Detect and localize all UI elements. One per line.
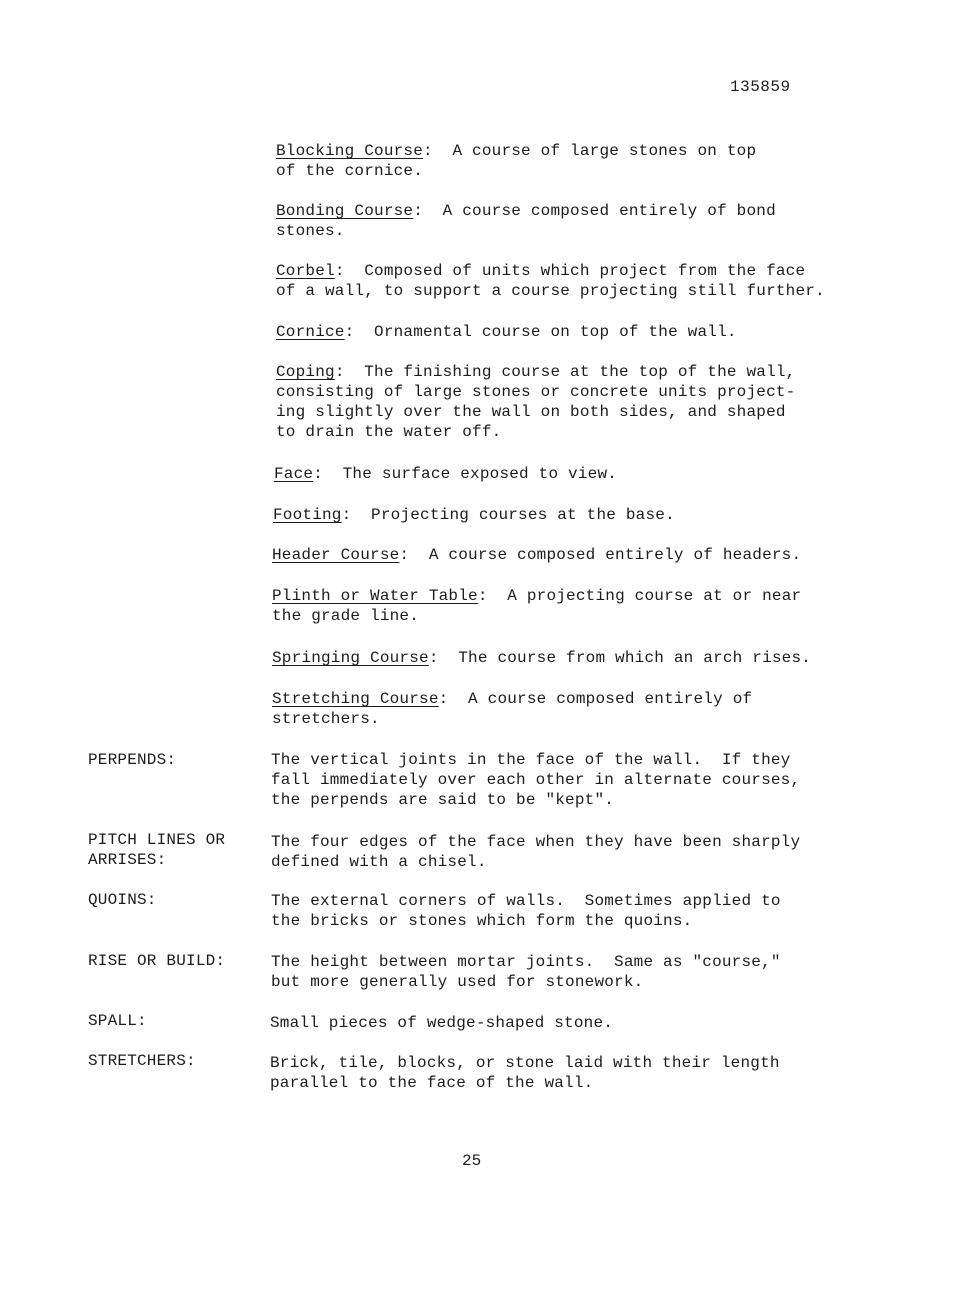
definition-header-course: A course composed entirely of headers. xyxy=(428,546,802,564)
term-face: Face xyxy=(274,465,314,483)
entry-springing-course: Springing Course: The course from which an arch rises. xyxy=(272,649,812,667)
term-springing-course: Springing Course xyxy=(272,649,429,667)
term-stretchers: STRETCHERS: xyxy=(88,1052,196,1070)
definition-coping: The finishing course at the top of the wall, consisting of large stones or concrete units project- ing slightly over the wall on both sides, and shaped to drain the water off. xyxy=(276,363,796,441)
term-footing: Footing xyxy=(273,506,342,524)
term-coping: Coping xyxy=(276,363,335,381)
term-spall: SPALL: xyxy=(88,1012,147,1030)
definition-quoins: The external corners of walls. Sometimes applied to the bricks or stones which form the quoins. xyxy=(271,892,781,930)
definition-bonding-course: A course composed entirely of bond stones. xyxy=(276,202,776,240)
definition-cornice: Ornamental course on top of the wall. xyxy=(374,323,737,341)
definition-spall: Small pieces of wedge-shaped stone. xyxy=(270,1014,614,1032)
definition-springing-course: The course from which an arch rises. xyxy=(458,649,812,667)
definition-perpends: The vertical joints in the face of the wall. If they fall immediately over each other in alternate courses, the perpends are said to be "kept". xyxy=(271,751,801,809)
term-quoins: QUOINS: xyxy=(88,891,157,909)
document-id: 135859 xyxy=(730,78,791,96)
term-header-course: Header Course xyxy=(272,546,400,564)
term-blocking-course: Blocking Course xyxy=(276,142,424,160)
definition-stretchers: Brick, tile, blocks, or stone laid with their length parallel to the face of the wall. xyxy=(270,1054,780,1092)
definition-footing: Projecting courses at the base. xyxy=(371,506,675,524)
entry-footing: Footing: Projecting courses at the base. xyxy=(273,506,675,524)
term-pitch-lines-arrises: PITCH LINES OR ARRISES: xyxy=(88,831,226,869)
definition-face: The surface exposed to view. xyxy=(342,465,618,483)
definition-plinth-water-table: A projecting course at or near the grade line. xyxy=(272,587,802,625)
entry-blocking-course: Blocking Course: A course of large stones on top of the cornice. xyxy=(276,142,757,180)
term-cornice: Cornice xyxy=(276,323,345,341)
term-perpends: PERPENDS: xyxy=(88,751,177,769)
entry-bonding-course: Bonding Course: A course composed entirely of bond stones. xyxy=(276,202,776,240)
entry-plinth-water-table: Plinth or Water Table: A projecting course at or near the grade line. xyxy=(272,587,802,625)
entry-coping: Coping: The finishing course at the top of the wall, consisting of large stones or concrete units project- ing slightly over the wall on both sides, and shaped to drain the water off. xyxy=(276,363,796,441)
definition-rise-or-build: The height between mortar joints. Same as "course," but more generally used for stonework. xyxy=(271,953,781,991)
definition-stretching-course: A course composed entirely of stretchers. xyxy=(272,690,753,728)
entry-stretching-course: Stretching Course: A course composed entirely of stretchers. xyxy=(272,690,753,728)
entry-corbel: Corbel: Composed of units which project from the face of a wall, to support a course projecting still further. xyxy=(276,262,825,300)
entry-cornice: Cornice: Ornamental course on top of the wall. xyxy=(276,323,737,341)
term-rise-or-build: RISE OR BUILD: xyxy=(88,952,226,970)
definition-corbel: Composed of units which project from the face of a wall, to support a course projecting still further. xyxy=(276,262,825,300)
term-bonding-course: Bonding Course xyxy=(276,202,414,220)
definition-pitch-lines-arrises: The four edges of the face when they have been sharply defined with a chisel. xyxy=(271,833,801,871)
term-corbel: Corbel xyxy=(276,262,335,280)
definition-blocking-course: A course of large stones on top of the cornice. xyxy=(276,142,757,180)
page-number: 25 xyxy=(462,1152,482,1170)
term-plinth-water-table: Plinth or Water Table xyxy=(272,587,478,605)
term-stretching-course: Stretching Course xyxy=(272,690,439,708)
entry-header-course: Header Course: A course composed entirely of headers. xyxy=(272,546,802,564)
entry-face: Face: The surface exposed to view. xyxy=(274,465,618,483)
